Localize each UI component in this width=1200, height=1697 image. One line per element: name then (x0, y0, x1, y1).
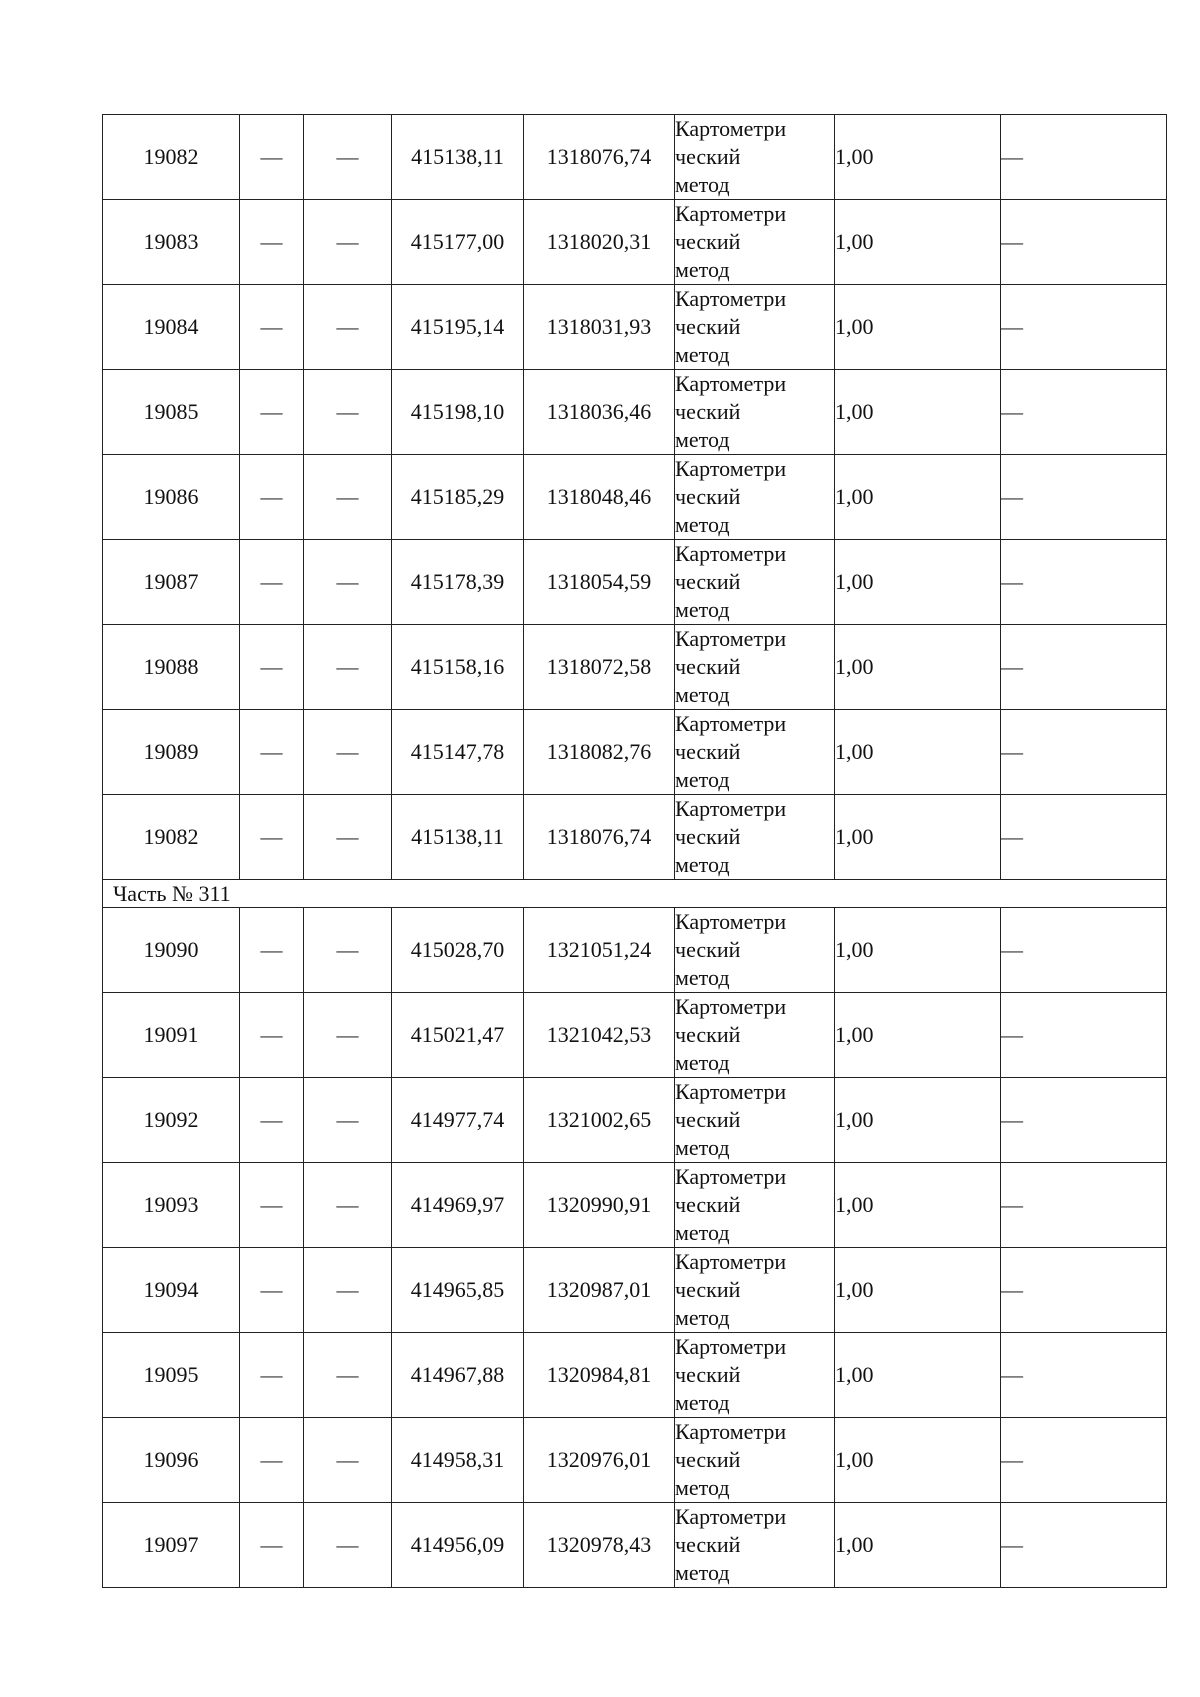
coordinate-x-cell: 415021,47 (392, 993, 524, 1078)
precision-cell: 1,00 (835, 795, 1001, 880)
empty-cell: — (240, 200, 304, 285)
point-number-cell: 19088 (103, 625, 240, 710)
coordinate-y-cell: 1320987,01 (524, 1248, 675, 1333)
empty-cell: — (1001, 1078, 1167, 1163)
method-line: ческий (675, 1532, 741, 1557)
method-line: ческий (675, 1447, 741, 1472)
empty-cell: — (1001, 993, 1167, 1078)
precision-cell: 1,00 (835, 370, 1001, 455)
method-line: ческий (675, 1107, 741, 1132)
table-row (103, 908, 1167, 993)
empty-cell: — (240, 285, 304, 370)
point-number-cell: 19086 (103, 455, 240, 540)
empty-cell: — (304, 285, 392, 370)
section-heading: Часть № 311 (103, 880, 1167, 908)
method-line: ческий (675, 1022, 741, 1047)
precision-cell: 1,00 (835, 1333, 1001, 1418)
empty-cell: — (1001, 200, 1167, 285)
method-line: метод (675, 1390, 730, 1415)
method-line: Картометри (675, 1419, 787, 1444)
method-cell (675, 455, 835, 540)
method-line: Картометри (675, 1249, 787, 1274)
empty-cell: — (1001, 795, 1167, 880)
empty-cell: — (304, 625, 392, 710)
table-row (103, 115, 1167, 200)
method-line: ческий (675, 1192, 741, 1217)
method-cell (675, 795, 835, 880)
empty-cell: — (240, 370, 304, 455)
empty-cell: — (304, 1248, 392, 1333)
table-row (103, 1248, 1167, 1333)
table-row (103, 455, 1167, 540)
coordinate-x-cell: 414958,31 (392, 1418, 524, 1503)
coordinate-y-cell: 1320984,81 (524, 1333, 675, 1418)
method-cell (675, 710, 835, 795)
point-number-cell: 19090 (103, 908, 240, 993)
empty-cell: — (240, 1248, 304, 1333)
coordinate-y-cell: 1318076,74 (524, 795, 675, 880)
point-number-cell: 19082 (103, 115, 240, 200)
method-cell (675, 908, 835, 993)
method-line: Картометри (675, 1079, 787, 1104)
coordinate-y-cell: 1321042,53 (524, 993, 675, 1078)
empty-cell: — (240, 540, 304, 625)
empty-cell: — (304, 908, 392, 993)
method-line: Картометри (675, 1504, 787, 1529)
method-line: метод (675, 682, 730, 707)
precision-cell: 1,00 (835, 1503, 1001, 1588)
coordinate-x-cell: 414977,74 (392, 1078, 524, 1163)
empty-cell: — (304, 1078, 392, 1163)
table-body (103, 115, 1167, 1588)
method-cell (675, 200, 835, 285)
coordinate-x-cell: 414969,97 (392, 1163, 524, 1248)
point-number-cell: 19083 (103, 200, 240, 285)
table-row (103, 625, 1167, 710)
empty-cell: — (240, 1163, 304, 1248)
point-number-cell: 19092 (103, 1078, 240, 1163)
empty-cell: — (1001, 1503, 1167, 1588)
precision-cell: 1,00 (835, 455, 1001, 540)
method-line: ческий (675, 937, 741, 962)
precision-cell: 1,00 (835, 200, 1001, 285)
method-line: ческий (675, 1362, 741, 1387)
empty-cell: — (1001, 540, 1167, 625)
table-row (103, 993, 1167, 1078)
method-cell (675, 1333, 835, 1418)
coordinate-x-cell: 415138,11 (392, 795, 524, 880)
coordinate-x-cell: 415147,78 (392, 710, 524, 795)
empty-cell: — (1001, 1418, 1167, 1503)
method-line: ческий (675, 144, 741, 169)
method-line: Картометри (675, 286, 787, 311)
method-line: ческий (675, 824, 741, 849)
coordinate-x-cell: 415177,00 (392, 200, 524, 285)
empty-cell: — (304, 710, 392, 795)
precision-cell: 1,00 (835, 285, 1001, 370)
table-row (103, 1333, 1167, 1418)
method-cell (675, 1078, 835, 1163)
coordinate-y-cell: 1320978,43 (524, 1503, 675, 1588)
method-line: ческий (675, 739, 741, 764)
method-line: метод (675, 512, 730, 537)
precision-cell: 1,00 (835, 710, 1001, 795)
method-line: метод (675, 1475, 730, 1500)
empty-cell: — (240, 1333, 304, 1418)
point-number-cell: 19096 (103, 1418, 240, 1503)
coordinate-x-cell: 415178,39 (392, 540, 524, 625)
empty-cell: — (304, 1333, 392, 1418)
method-line: метод (675, 1050, 730, 1075)
point-number-cell: 19091 (103, 993, 240, 1078)
coordinate-y-cell: 1318072,58 (524, 625, 675, 710)
empty-cell: — (304, 115, 392, 200)
table-row (103, 1163, 1167, 1248)
empty-cell: — (1001, 455, 1167, 540)
point-number-cell: 19084 (103, 285, 240, 370)
table-row (103, 1078, 1167, 1163)
method-cell (675, 1163, 835, 1248)
coordinate-y-cell: 1320976,01 (524, 1418, 675, 1503)
coordinate-x-cell: 415158,16 (392, 625, 524, 710)
empty-cell: — (240, 1078, 304, 1163)
coordinate-x-cell: 414956,09 (392, 1503, 524, 1588)
coordinate-x-cell: 415198,10 (392, 370, 524, 455)
precision-cell: 1,00 (835, 1418, 1001, 1503)
empty-cell: — (304, 1163, 392, 1248)
empty-cell: — (1001, 908, 1167, 993)
method-line: метод (675, 172, 730, 197)
method-line: Картометри (675, 994, 787, 1019)
point-number-cell: 19085 (103, 370, 240, 455)
method-line: метод (675, 852, 730, 877)
method-line: Картометри (675, 201, 787, 226)
empty-cell: — (1001, 115, 1167, 200)
method-cell (675, 370, 835, 455)
table-row (103, 370, 1167, 455)
coordinate-y-cell: 1318048,46 (524, 455, 675, 540)
method-line: Картометри (675, 626, 787, 651)
method-line: метод (675, 257, 730, 282)
precision-cell: 1,00 (835, 625, 1001, 710)
method-cell (675, 1418, 835, 1503)
precision-cell: 1,00 (835, 908, 1001, 993)
empty-cell: — (304, 1418, 392, 1503)
empty-cell: — (1001, 370, 1167, 455)
table-row (103, 285, 1167, 370)
empty-cell: — (1001, 1248, 1167, 1333)
empty-cell: — (240, 795, 304, 880)
method-line: Картометри (675, 456, 787, 481)
method-line: ческий (675, 569, 741, 594)
precision-cell: 1,00 (835, 540, 1001, 625)
point-number-cell: 19093 (103, 1163, 240, 1248)
method-cell (675, 625, 835, 710)
empty-cell: — (240, 993, 304, 1078)
precision-cell: 1,00 (835, 1248, 1001, 1333)
coordinate-x-cell: 415185,29 (392, 455, 524, 540)
method-line: Картометри (675, 1164, 787, 1189)
empty-cell: — (304, 1503, 392, 1588)
empty-cell: — (1001, 710, 1167, 795)
coordinate-y-cell: 1318031,93 (524, 285, 675, 370)
method-line: ческий (675, 484, 741, 509)
method-line: Картометри (675, 1334, 787, 1359)
table-row (103, 795, 1167, 880)
precision-cell: 1,00 (835, 1078, 1001, 1163)
point-number-cell: 19089 (103, 710, 240, 795)
method-cell (675, 1248, 835, 1333)
method-line: метод (675, 965, 730, 990)
empty-cell: — (240, 1503, 304, 1588)
point-number-cell: 19097 (103, 1503, 240, 1588)
precision-cell: 1,00 (835, 115, 1001, 200)
coordinate-x-cell: 415195,14 (392, 285, 524, 370)
coordinate-y-cell: 1318020,31 (524, 200, 675, 285)
coordinate-x-cell: 414967,88 (392, 1333, 524, 1418)
method-line: Картометри (675, 796, 787, 821)
method-line: ческий (675, 654, 741, 679)
coordinate-y-cell: 1318082,76 (524, 710, 675, 795)
empty-cell: — (304, 993, 392, 1078)
method-line: Картометри (675, 909, 787, 934)
coordinate-y-cell: 1318036,46 (524, 370, 675, 455)
method-line: метод (675, 342, 730, 367)
method-line: ческий (675, 314, 741, 339)
method-cell (675, 540, 835, 625)
method-line: метод (675, 767, 730, 792)
precision-cell: 1,00 (835, 1163, 1001, 1248)
empty-cell: — (304, 540, 392, 625)
empty-cell: — (240, 455, 304, 540)
precision-cell: 1,00 (835, 993, 1001, 1078)
empty-cell: — (304, 455, 392, 540)
coordinate-y-cell: 1320990,91 (524, 1163, 675, 1248)
coordinate-x-cell: 415028,70 (392, 908, 524, 993)
empty-cell: — (304, 795, 392, 880)
table-row (103, 710, 1167, 795)
coordinate-x-cell: 414965,85 (392, 1248, 524, 1333)
point-number-cell: 19082 (103, 795, 240, 880)
empty-cell: — (1001, 285, 1167, 370)
empty-cell: — (240, 710, 304, 795)
method-cell (675, 993, 835, 1078)
method-line: метод (675, 1560, 730, 1585)
table-row (103, 1503, 1167, 1588)
coordinate-y-cell: 1318076,74 (524, 115, 675, 200)
empty-cell: — (1001, 1333, 1167, 1418)
method-line: Картометри (675, 116, 787, 141)
section-heading-row (103, 880, 1167, 908)
empty-cell: — (304, 370, 392, 455)
method-line: метод (675, 1305, 730, 1330)
coordinate-y-cell: 1321051,24 (524, 908, 675, 993)
method-cell (675, 1503, 835, 1588)
empty-cell: — (240, 625, 304, 710)
empty-cell: — (1001, 625, 1167, 710)
method-line: метод (675, 1220, 730, 1245)
method-cell (675, 115, 835, 200)
method-line: метод (675, 597, 730, 622)
table-row (103, 200, 1167, 285)
point-number-cell: 19095 (103, 1333, 240, 1418)
method-line: метод (675, 1135, 730, 1160)
empty-cell: — (240, 908, 304, 993)
empty-cell: — (240, 115, 304, 200)
table-row (103, 540, 1167, 625)
method-line: ческий (675, 1277, 741, 1302)
method-line: ческий (675, 399, 741, 424)
empty-cell: — (304, 200, 392, 285)
method-line: метод (675, 427, 730, 452)
coordinate-y-cell: 1318054,59 (524, 540, 675, 625)
method-line: Картометри (675, 371, 787, 396)
empty-cell: — (1001, 1163, 1167, 1248)
coordinate-y-cell: 1321002,65 (524, 1078, 675, 1163)
point-number-cell: 19094 (103, 1248, 240, 1333)
coordinates-table (102, 114, 1167, 1588)
coordinate-x-cell: 415138,11 (392, 115, 524, 200)
method-cell (675, 285, 835, 370)
method-line: ческий (675, 229, 741, 254)
method-line: Картометри (675, 711, 787, 736)
point-number-cell: 19087 (103, 540, 240, 625)
method-line: Картометри (675, 541, 787, 566)
table-row (103, 1418, 1167, 1503)
empty-cell: — (240, 1418, 304, 1503)
